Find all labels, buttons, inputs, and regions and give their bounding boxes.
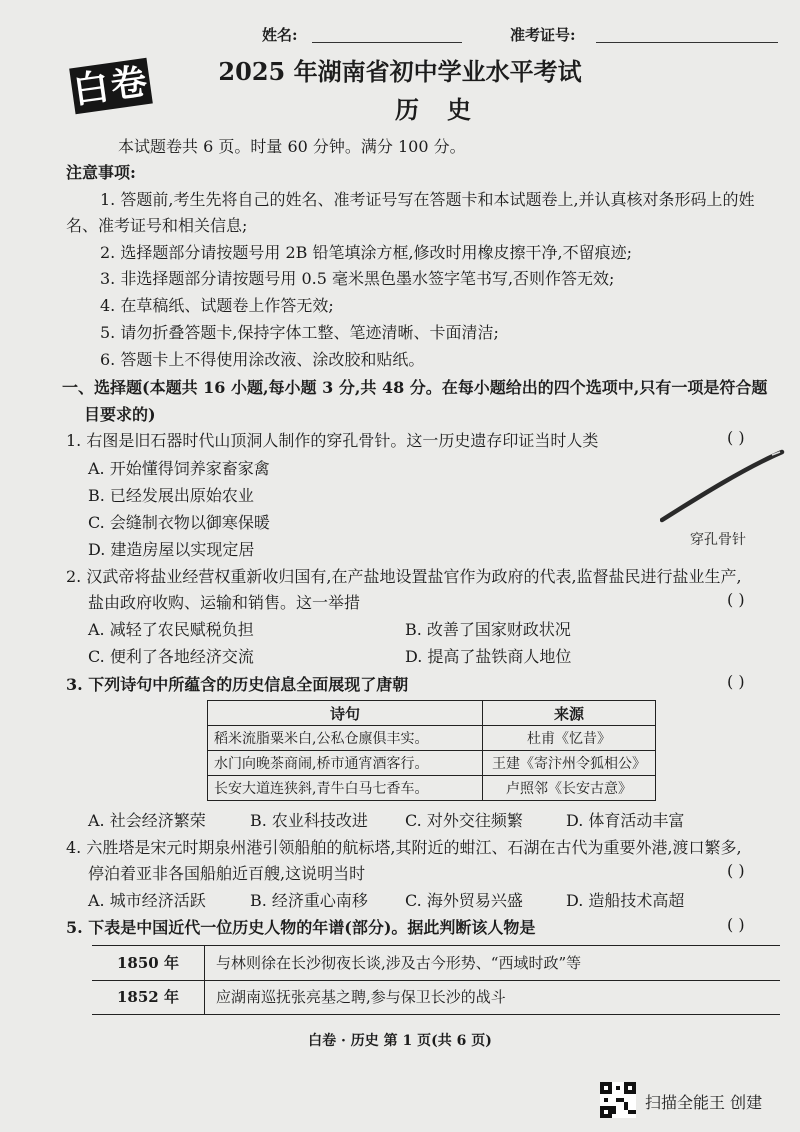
table-header-row (208, 701, 656, 726)
q1-option-d: D. 建造房屋以实现定居 (88, 540, 255, 559)
q5-chronology-row (92, 945, 780, 981)
note-item: 5. 请勿折叠答题卡,保持字体工整、笔迹清晰、卡面清洁; (100, 323, 499, 342)
q3-stem: 3. 下列诗句中所蕴含的历史信息全面展现了唐朝 (66, 675, 409, 694)
q3-poem-table (207, 700, 656, 801)
scanner-watermark: 扫描全能王 创建 (645, 1093, 763, 1112)
q2-option-c: C. 便利了各地经济交流 (88, 647, 254, 666)
q2-option-d: D. 提高了盐铁商人地位 (405, 647, 572, 666)
poem-line: 水门向晚茶商闹,桥市通宵酒客行。 (208, 751, 483, 776)
chronology-event: 应湖南巡抚张亮基之聘,参与保卫长沙的战斗 (216, 988, 506, 1006)
name-blank (312, 42, 462, 43)
note-item: 1. 答题前,考生先将自己的姓名、准考证号写在答题卡和本试题卷上,并认真核对条形码上的姓 (100, 190, 755, 209)
q4-option-d: D. 造船技术高超 (566, 891, 685, 910)
chronology-year: 1850 年 (92, 946, 205, 980)
note-item: 6. 答题卡上不得使用涂改液、涂改胶和贴纸。 (100, 350, 425, 369)
exam-number-blank (596, 42, 778, 43)
notes-heading: 注意事项: (66, 163, 136, 182)
q3-option-d: D. 体育活动丰富 (566, 811, 685, 830)
subject-title: 历史 (395, 95, 499, 124)
q4-stem: 4. 六胜塔是宋元时期泉州港引领船舶的航标塔,其附近的蚶江、石湖在古代为重要外港,渡口繁多, (66, 838, 742, 857)
q1-option-c: C. 会缝制衣物以御寒保暖 (88, 513, 270, 532)
q3-option-b: B. 农业科技改进 (250, 811, 368, 830)
section-heading: 一、选择题(本题共 16 小题,每小题 3 分,共 48 分。在每小题给出的四个选项中,只有一项是符合题 (62, 378, 768, 397)
q2-stem: 2. 汉武帝将盐业经营权重新收归国有,在产盐地设置盐官作为政府的代表,监督盐民进行盐业生产, (66, 567, 742, 586)
section-heading-cont: 目要求的) (84, 405, 156, 424)
bone-needle-image (660, 446, 785, 526)
bone-needle-caption: 穿孔骨针 (690, 532, 746, 548)
q4-option-c: C. 海外贸易兴盛 (405, 891, 523, 910)
note-item: 4. 在草稿纸、试题卷上作答无效; (100, 296, 334, 315)
q3-answer-blank: ( ) (727, 672, 745, 691)
q2-stem-cont: 盐由政府收购、运输和销售。这一举措 (88, 593, 361, 612)
poem-source: 杜甫《忆昔》 (483, 726, 656, 751)
note-item: 2. 选择题部分请按题号用 2B 铅笔填涂方框,修改时用橡皮擦干净,不留痕迹; (100, 243, 633, 262)
q5-chronology-row (92, 980, 780, 1015)
q1-option-b: B. 已经发展出原始农业 (88, 486, 254, 505)
q2-answer-blank: ( ) (727, 590, 745, 609)
note-item: 名、准考证号和相关信息; (66, 216, 248, 235)
q2-option-b: B. 改善了国家财政状况 (405, 620, 571, 639)
q4-answer-blank: ( ) (727, 861, 745, 880)
poem-source: 卢照邻《长安古意》 (483, 776, 656, 801)
table-header: 诗句 (208, 701, 483, 726)
q5-answer-blank: ( ) (727, 915, 745, 934)
table-row (208, 726, 656, 751)
intro-text: 本试题卷共 6 页。时量 60 分钟。满分 100 分。 (118, 137, 466, 156)
q4-option-a: A. 城市经济活跃 (88, 891, 206, 910)
note-item: 3. 非选择题部分请按题号用 0.5 毫米黑色墨水签字笔书写,否则作答无效; (100, 269, 615, 288)
qr-code-icon (600, 1082, 636, 1118)
q4-option-b: B. 经济重心南移 (250, 891, 368, 910)
q2-option-a: A. 减轻了农民赋税负担 (88, 620, 254, 639)
q4-stem-cont: 停泊着亚非各国船舶近百艘,这说明当时 (88, 864, 366, 883)
poem-line: 稻米流脂粟米白,公私仓廪俱丰实。 (208, 726, 483, 751)
page-footer: 白卷 · 历史 第 1 页(共 6 页) (308, 1033, 492, 1049)
q3-option-c: C. 对外交往频繁 (405, 811, 523, 830)
q3-option-a: A. 社会经济繁荣 (88, 811, 206, 830)
name-label: 姓名: (262, 26, 298, 44)
poem-source: 王建《寄汴州令狐相公》 (483, 751, 656, 776)
exam-number-label: 准考证号: (510, 26, 576, 44)
chronology-year: 1852 年 (92, 980, 205, 1014)
chronology-event: 与林则徐在长沙彻夜长谈,涉及古今形势、“西域时政”等 (216, 954, 582, 972)
q1-option-a: A. 开始懂得饲养家畜家禽 (88, 459, 270, 478)
white-paper-stamp: 白卷 (69, 58, 153, 114)
q1-answer-blank: ( ) (727, 428, 745, 447)
q5-stem: 5. 下表是中国近代一位历史人物的年谱(部分)。据此判断该人物是 (66, 918, 536, 937)
exam-title: 2025 年湖南省初中学业水平考试 (218, 57, 582, 86)
q1-stem: 1. 右图是旧石器时代山顶洞人制作的穿孔骨针。这一历史遗存印证当时人类 (66, 431, 599, 450)
poem-line: 长安大道连狭斜,青牛白马七香车。 (208, 776, 483, 801)
table-row (208, 751, 656, 776)
table-header: 来源 (483, 701, 656, 726)
table-row (208, 776, 656, 801)
